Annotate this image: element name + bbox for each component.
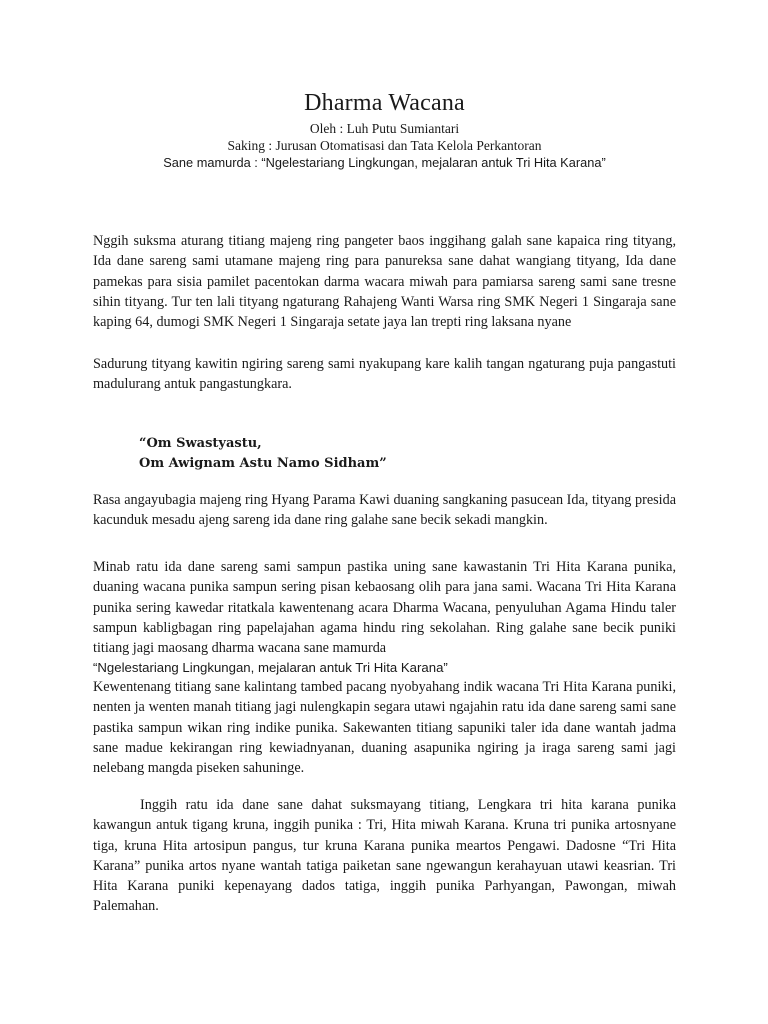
topic-intro-text: Minab ratu ida dane sareng sami sampun pastika uning sane kawastanin Tri Hita Karana punika, duaning wacana punika sampun sering pisan kebaosang olih para jana sami. Wacana Tri Hita Karana punika sering kawedar ritatkala kawentenang acara Dharma Wacana, penyuluhan Agama Hindu taler sampun kabligbagan ring papelajahan agama hindu ring sekolahan. Ring galahe sane becik puniki titiang jagi maosang dharma wacana sane mamurda xyxy=(93,559,676,657)
tri-hita-karana-paragraph: Inggih ratu ida dane sane dahat suksmayang titiang, Lengkara tri hita karana punika kawangun antuk tigang kruna, inggih punika : Tri, Hita miwah Karana. Kruna tri punika artosnyane tiga, kruna Hita artosipun pangus, tur kruna Karana punika meartos Pengawi. Dadosne “Tri Hita Karana” punika artos nyane wantah tatiga paiketan sane ngewangun kerahayuan utawi keasrian. Tri Hita Karana puniki kepenayang dados tatiga, inggih punika Parhyangan, Pawongan, miwah Palemahan. xyxy=(93,797,676,915)
topic-quote: “Ngelestariang Lingkungan, mejalaran antuk Tri Hita Karana” xyxy=(93,660,448,676)
department-line: Saking : Jurusan Otomatisasi dan Tata Kelola Perkantoran xyxy=(227,138,542,153)
document-title: Dharma Wacana xyxy=(304,90,465,116)
topic-intro-paragraph xyxy=(93,557,676,679)
mantra-line-1: “Om Swastyastu, xyxy=(139,436,262,451)
topic-line: Sane mamurda : “Ngelestariang Lingkungan, mejalaran antuk Tri Hita Karana” xyxy=(163,155,606,170)
mantra-line-2: Om Awignam Astu Namo Sidham” xyxy=(139,456,387,471)
author-line: Oleh : Luh Putu Sumiantari xyxy=(309,121,460,136)
opening-paragraph: Nggih suksma aturang titiang majeng ring pangeter baos inggihang galah sane kapaica ring tityang, Ida dane sareng sami utamane majeng ring para panureksa sane dahat wangiang tityang, Ida dane pamekas para sisia pamilet pacentokan darma wacara miwah para pamiarsa sareng sami sane tresne sihin tityang. Tur ten lali tityang ngaturang Rahajeng Wanti Warsa ring SMK Negeri 1 Singaraja sane kaping 64, dumogi SMK Negeri 1 Singaraja setate jaya lan trepti ring laksana nyane xyxy=(93,233,676,331)
gratitude-paragraph: Rasa angayubagia majeng ring Hyang Parama Kawi duaning sangkaning pasucean Ida, tityang presida kacunduk mesadu ajeng sareng ida dane ring galahe sane becik sekadi mangkin. xyxy=(93,492,676,529)
prayer-intro-paragraph: Sadurung tityang kawitin ngiring sareng sami nyakupang kare kalih tangan ngaturang puja pangastuti madulurang antuk pangastungkara. xyxy=(93,356,676,393)
humility-paragraph: Kewentenang titiang sane kalintang tambed pacang nyobyahang indik wacana Tri Hita Karana puniki, nenten ja wenten manah titiang jagi nulengkapin segara utawi ngajahin ratu ida dane sareng sami sane pastika sampun wikan ring indike punika. Sakewanten titiang sapuniki taler ida dane wantah jadma sane madue kekirangan ring kewiadnyanan, duaning asapunika ngiring ja iraga sareng sami jagi nelebang mangda piseken sahuninge. xyxy=(93,679,676,777)
